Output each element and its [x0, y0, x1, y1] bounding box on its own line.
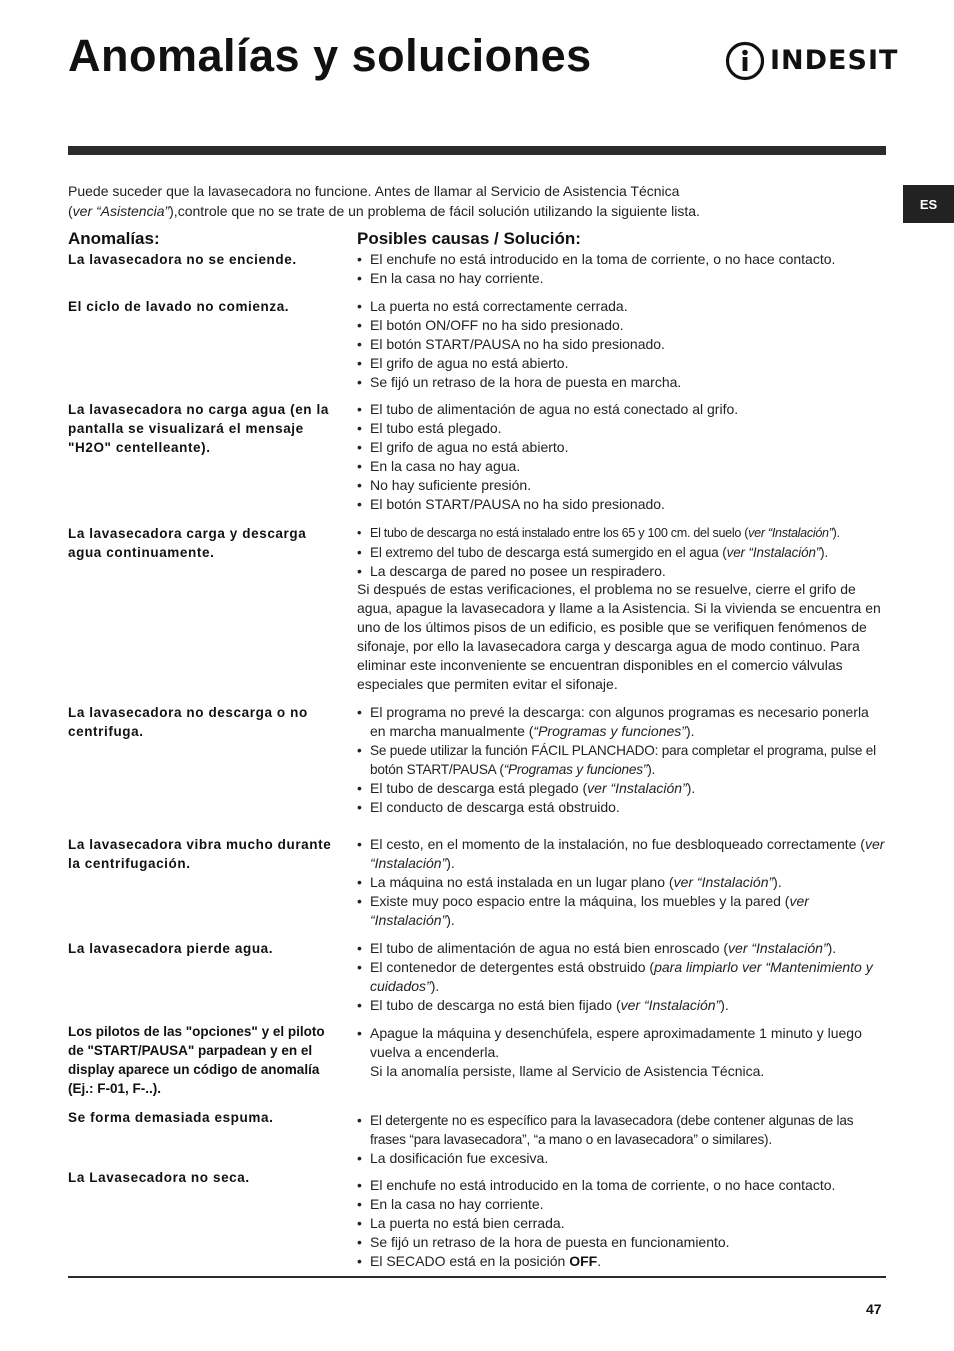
anomaly-label: Se forma demasiada espuma. — [68, 1110, 274, 1125]
cause-item: • Se fijó un retraso de la hora de puesta en funcionamiento. — [357, 1234, 730, 1250]
causes-list — [357, 400, 887, 514]
language-tab: ES — [903, 185, 954, 223]
cause-item: • No hay suficiente presión. — [357, 477, 532, 493]
cause-item: • La dosificación fue excesiva. — [357, 1150, 549, 1166]
cause-item: • El cesto, en el momento de la instalación, no fue desbloqueado correctamente (ver “Instalación”). — [357, 836, 885, 871]
causes-list — [357, 939, 887, 1015]
causes-list — [357, 250, 887, 288]
cause-item: • En la casa no hay agua. — [357, 458, 521, 474]
cause-item: • La máquina no está instalada en un lugar plano (ver “Instalación”). — [357, 874, 782, 890]
persist-note: Si la anomalía persiste, llame al Servicio de Asistencia Técnica. — [370, 1063, 765, 1079]
intro-line-1: Puede suceder que la lavasecadora no funcione. Antes de llamar al Servicio de Asistencia Técnica — [68, 183, 680, 199]
cause-item: • El tubo de descarga no está instalado entre los 65 y 100 cm. del suelo (ver “Instalación”). — [357, 526, 840, 540]
cause-item: • El conducto de descarga está obstruido. — [357, 799, 620, 815]
page-title: Anomalías y soluciones — [68, 30, 592, 81]
cause-item: • El tubo está plegado. — [357, 420, 502, 436]
cause-item: • El botón START/PAUSA no ha sido presionado. — [357, 496, 665, 512]
top-divider — [68, 146, 886, 155]
cause-item: • Apague la máquina y desenchúfela, espere aproximadamente 1 minuto y luego vuelva a encenderla. — [357, 1025, 862, 1060]
cause-item: • El tubo de alimentación de agua no está bien enroscado (ver “Instalación”). — [357, 940, 837, 956]
cause-item: • El enchufe no está introducido en la toma de corriente, o no hace contacto. — [357, 251, 836, 267]
cause-item: • El programa no prevé la descarga: con algunos programas es necesario ponerla en marcha manualmente (“Programas y funciones”). — [357, 704, 869, 739]
cause-item: • El grifo de agua no está abierto. — [357, 439, 569, 455]
intro-line-2: ),controle que no se trate de un problema de fácil solución utilizando la siguiente lista. — [169, 203, 700, 219]
cause-item: • El SECADO está en la posición OFF. — [357, 1253, 602, 1269]
anomaly-label: La Lavasecadora no seca. — [68, 1170, 250, 1185]
anomaly-label: La lavasecadora pierde agua. — [68, 941, 274, 956]
causes-list — [357, 1111, 887, 1168]
causes-header: Posibles causas / Solución: — [357, 229, 581, 248]
anomaly-label: El ciclo de lavado no comienza. — [68, 299, 290, 314]
causes-list — [357, 1024, 887, 1062]
cause-item: • Se puede utilizar la función FÁCIL PLANCHADO: para completar el programa, pulse el botón START/PAUSA (“Programas y funciones”). — [357, 743, 876, 777]
cause-item: • El tubo de alimentación de agua no está conectado al grifo. — [357, 401, 739, 417]
cause-item: • La puerta no está bien cerrada. — [357, 1215, 565, 1231]
cause-item: • El detergente no es específico para la lavasecadora (debe contener algunas de las frases “para lavasecadora”, “a mano o en lavasecadora” o similares). — [357, 1113, 854, 1147]
anomaly-label: La lavasecadora no descarga o no centrifuga. — [68, 705, 308, 739]
brand-name: INDESIT — [770, 45, 899, 76]
cause-item: • En la casa no hay corriente. — [357, 270, 544, 286]
anomaly-label: Los pilotos de las "opciones" y el piloto de "START/PAUSA" parpadean y en el display aparece un código de anomalía (Ej.: F-01, F-..). — [68, 1024, 325, 1096]
cause-item: • El extremo del tubo de descarga está sumergido en el agua (ver “Instalación”). — [357, 545, 829, 560]
siphon-note: Si después de estas verificaciones, el problema no se resuelve, cierre el grifo de agua, apague la lavasecadora y llame a la Asistencia. Si la vivienda se encuentra en uno de los últimos pisos de un edificio, es posible que se verifiquen fenómenos de sifonaje, por ello la lavasecadora carga y descarga agua de modo continuo. Para eliminar este inconveniente se encuentran disponibles en el comercio válvulas especiales que permiten evitar el sifonaje. — [357, 581, 881, 692]
cause-item: • El tubo de descarga está plegado (ver “Instalación”). — [357, 780, 696, 796]
cause-item: • El tubo de descarga no está bien fijado (ver “Instalación”). — [357, 997, 729, 1013]
causes-list — [357, 703, 887, 817]
cause-item: • El grifo de agua no está abierto. — [357, 355, 569, 371]
cause-item: • El enchufe no está introducido en la toma de corriente, o no hace contacto. — [357, 1177, 836, 1193]
cause-item: • Existe muy poco espacio entre la máquina, los muebles y la pared (ver “Instalación”). — [357, 893, 809, 928]
anomalies-header: Anomalías: — [68, 229, 160, 248]
causes-list — [357, 1176, 887, 1271]
indesit-logo — [724, 40, 899, 82]
cause-item: • El botón START/PAUSA no ha sido presionado. — [357, 336, 665, 352]
cause-item: • El botón ON/OFF no ha sido presionado. — [357, 317, 624, 333]
cause-item: • La descarga de pared no posee un respiradero. — [357, 563, 666, 579]
cause-item: • La puerta no está correctamente cerrada. — [357, 298, 628, 314]
indesit-i-icon — [724, 40, 766, 82]
bottom-divider — [68, 1276, 886, 1278]
cause-item: • El contenedor de detergentes está obstruido (para limpiarlo ver “Mantenimiento y cuidados”). — [357, 959, 873, 994]
causes-list — [357, 297, 887, 392]
anomaly-label: La lavasecadora no carga agua (en la pantalla se visualizará el mensaje "H2O" centelleante). — [68, 402, 329, 455]
anomaly-label: La lavasecadora no se enciende. — [68, 252, 297, 267]
cause-item: • En la casa no hay corriente. — [357, 1196, 544, 1212]
intro-paragraph — [68, 181, 828, 221]
causes-list — [357, 524, 887, 581]
cause-item: • Se fijó un retraso de la hora de puesta en marcha. — [357, 374, 682, 390]
causes-list — [357, 835, 887, 930]
anomaly-label: La lavasecadora carga y descarga agua continuamente. — [68, 526, 307, 560]
anomaly-label: La lavasecadora vibra mucho durante la centrifugación. — [68, 837, 332, 871]
intro-paren-open: ( — [68, 203, 73, 219]
page-number: 47 — [866, 1301, 882, 1317]
intro-ref: ver “Asistencia” — [72, 203, 170, 219]
